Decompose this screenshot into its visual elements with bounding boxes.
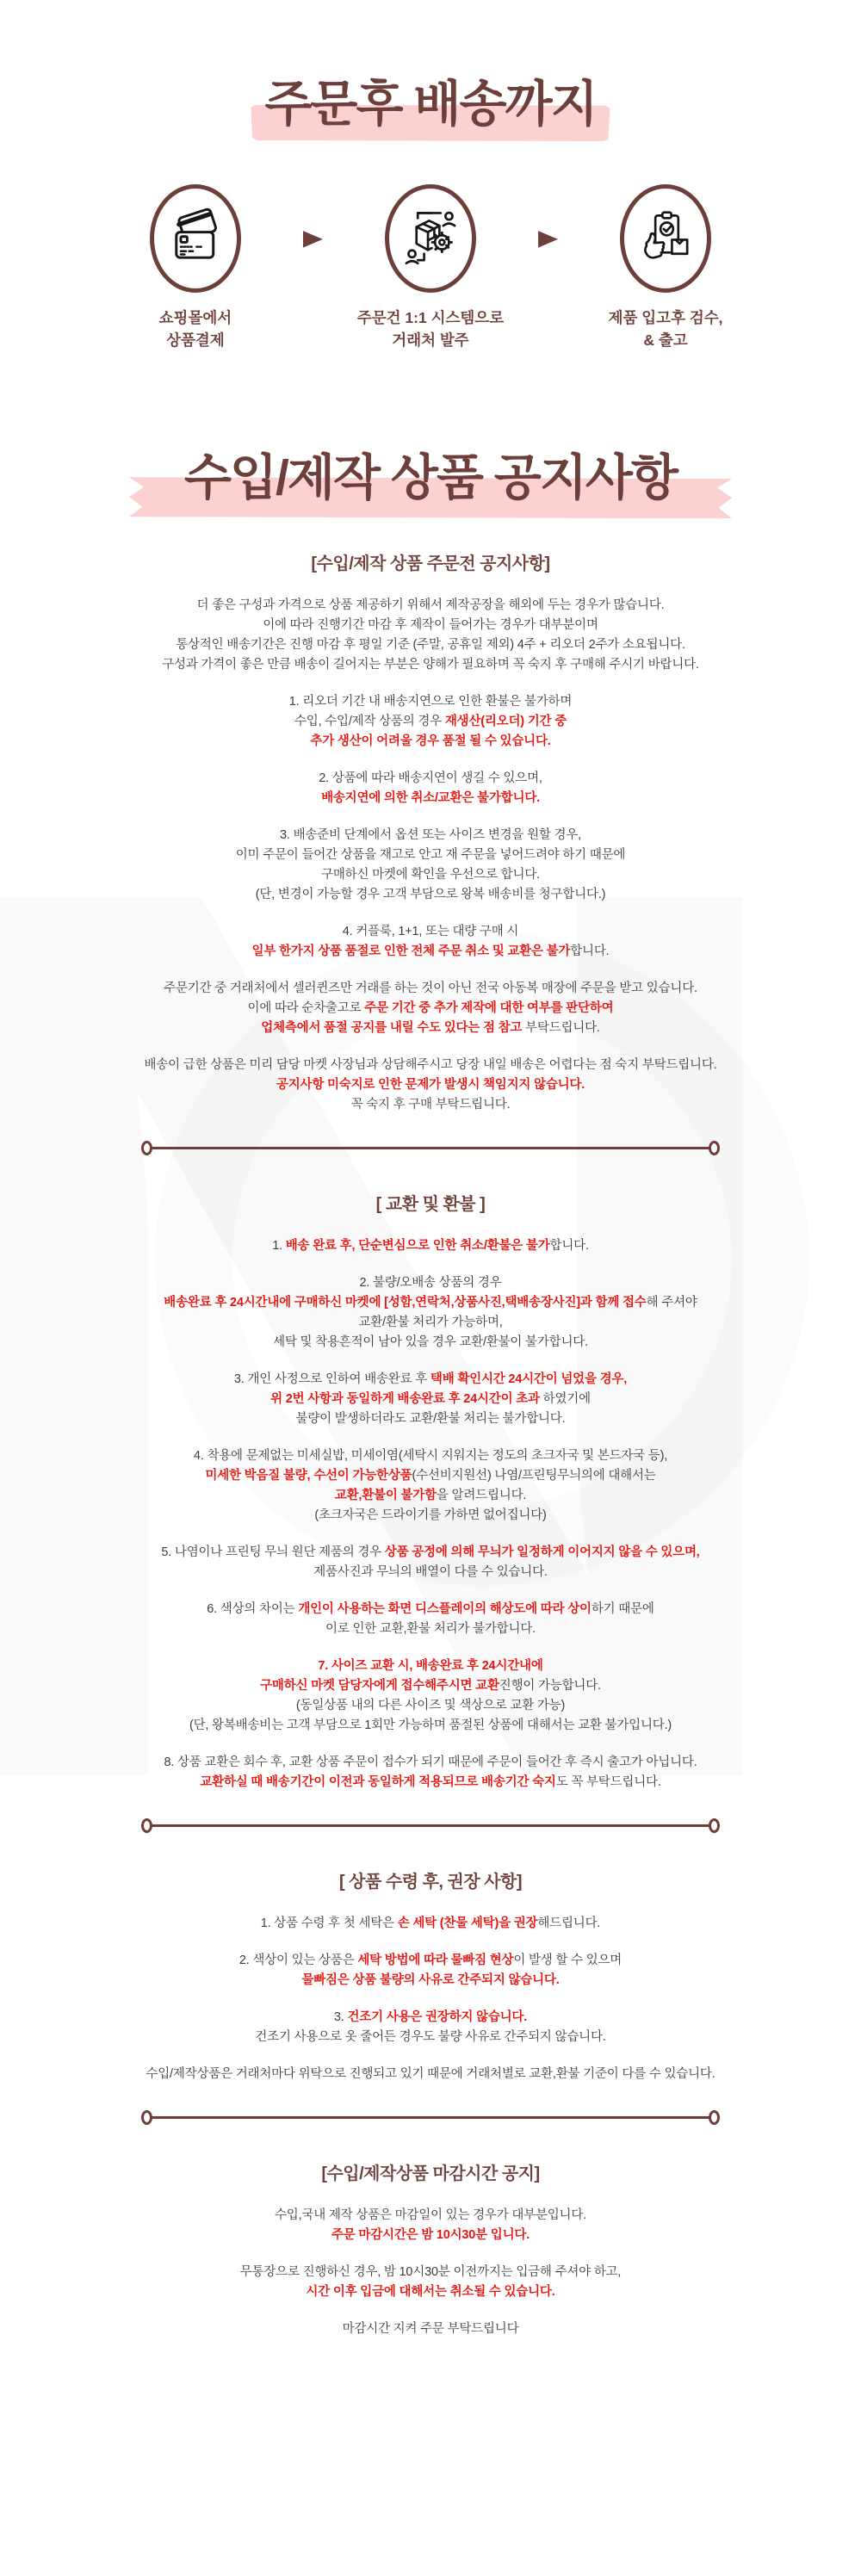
notice-paragraph xyxy=(0,1753,861,1793)
body-text: 무통장으로 진행하신 경우, 밤 10시30분 이전까지는 입금해 주셔야 하고, xyxy=(239,2265,622,2280)
notice-paragraph xyxy=(0,1370,861,1429)
emphasis-text: 추가 생산이 어려울 경우 품절 될 수 있습니다. xyxy=(310,734,551,749)
notice-paragraph xyxy=(0,596,861,675)
emphasis-text: 배송완료 후 24시간내에 구매하신 마켓에 [성함,연락처,상품사진,택배송장사진]과 함께 접수 xyxy=(164,1296,647,1310)
body-text: 2. 불량/오배송 상품의 경우 xyxy=(359,1276,502,1291)
body-text: 4. 커플룩, 1+1, 또는 대량 구매 시 xyxy=(342,925,519,939)
step-label-line: 상품결제 xyxy=(166,331,225,350)
body-text: 구매하신 마켓에 확인을 우선으로 합니다. xyxy=(321,868,540,882)
body-text: (단, 변경이 가능할 경우 고객 부담으로 왕복 배송비를 청구합니다.) xyxy=(255,888,606,902)
emphasis-text: 업체측에서 품절 공지를 내릴 수도 있다는 점 참고 xyxy=(261,1021,526,1036)
body-text: 해드립니다. xyxy=(537,1917,601,1931)
body-text: 5. 나염이나 프린팅 무늬 원단 제품의 경우 xyxy=(161,1545,385,1560)
notice-paragraph xyxy=(0,1273,861,1353)
notice-paragraph xyxy=(0,1914,861,1934)
body-text: 을 알려드립니다. xyxy=(436,1489,527,1503)
body-text: 부탁드립니다. xyxy=(525,1021,600,1036)
body-text: 3. 배송준비 단계에서 옵션 또는 사이즈 변경을 원할 경우, xyxy=(280,828,581,843)
section-divider xyxy=(141,1141,720,1155)
divider-line xyxy=(152,1824,709,1827)
emphasis-text: 배송지연에 의한 취소/교환은 불가합니다. xyxy=(321,791,540,806)
body-text: 이 발생 할 수 있으며 xyxy=(513,1954,623,1968)
body-text: 이에 따라 순차출고로 xyxy=(247,1001,365,1016)
body-text: 합니다. xyxy=(570,944,610,959)
notice-paragraph xyxy=(0,769,861,808)
process-steps xyxy=(0,184,861,352)
notice-paragraph xyxy=(0,1543,861,1582)
divider-ring-right xyxy=(709,2110,720,2125)
notice-title-section xyxy=(0,450,861,506)
emphasis-text: 교환하실 때 배송기간이 이전과 동일하게 적용되므로 배송기간 숙지 xyxy=(200,1775,556,1790)
emphasis-text: 시간 이후 입금에 대해서는 취소될 수 있습니다. xyxy=(306,2285,555,2300)
body-text: 진행이 가능합니다. xyxy=(499,1679,601,1694)
body-text: 8. 상품 교환은 회수 후, 교환 상품 주문이 접수가 되기 때문에 주문이 들어간 후 즉시 출고가 아닙니다. xyxy=(164,1756,697,1770)
section-heading: [수입/제작 상품 주문전 공지사항] xyxy=(311,554,550,574)
body-text: 4. 착용에 문제없는 미세실밥, 미세이염(세탁시 지워지는 정도의 초크자국 및 본드자국 등), xyxy=(193,1449,668,1464)
notice-section xyxy=(0,549,861,1115)
arrow-right-icon: ▶ xyxy=(538,226,559,251)
divider-ring-right xyxy=(709,1141,720,1155)
arrow-right-icon: ▶ xyxy=(302,226,323,251)
order-dispatch-icon xyxy=(399,207,462,270)
body-text: (수선비지원선) 나염/프린팅무늬의에 대해서는 xyxy=(412,1469,656,1483)
body-text: (단, 왕복배송비는 고객 부담으로 1회만 가능하며 품절된 상품에 대해서는 교환 불가입니다.) xyxy=(189,1718,672,1733)
notice-paragraph xyxy=(0,2065,861,2084)
section-heading: [ 상품 수령 후, 권장 사항] xyxy=(338,1873,523,1892)
step-label-line: 주문건 1:1 시스템으로 xyxy=(356,308,505,326)
body-text: 이에 따라 진행기간 마감 후 제작이 들어가는 경우가 대부분이며 xyxy=(263,618,598,633)
body-text: 6. 색상의 차이는 xyxy=(207,1602,299,1617)
step-label-line: 거래처 발주 xyxy=(392,331,469,350)
notice-paragraph xyxy=(0,1656,861,1736)
arrow-cell xyxy=(303,184,323,293)
step-label-line: 쇼핑몰에서 xyxy=(158,308,232,326)
emphasis-text: 주문 기간 중 추가 제작에 대한 여부를 판단하여 xyxy=(364,1001,614,1016)
notice-title: 수입/제작 상품 공지사항 xyxy=(183,450,678,506)
hero-section xyxy=(0,79,861,131)
body-text: (동일상품 내의 다른 사이즈 및 색상으로 교환 가능) xyxy=(295,1699,566,1713)
body-text: 3. xyxy=(333,2010,348,2025)
process-step-payment xyxy=(88,184,303,352)
notice-paragraph xyxy=(0,2319,861,2339)
body-text: 교환/환불 처리가 가능하며, xyxy=(358,1316,503,1330)
credit-card-icon xyxy=(164,207,227,270)
notice-section xyxy=(0,1867,861,2084)
notice-paragraph xyxy=(0,2263,861,2302)
body-text: 1. 상품 수령 후 첫 세탁은 xyxy=(260,1917,398,1931)
body-text: 마감시간 지켜 주문 부탁드립니다 xyxy=(342,2322,519,2337)
emphasis-text: 위 2번 사항과 동일하게 배송완료 후 24시간이 초과 xyxy=(270,1392,543,1407)
emphasis-text: 교환,환불이 불가함 xyxy=(334,1489,437,1503)
section-divider xyxy=(141,2110,720,2125)
body-text: 세탁 및 착용흔적이 남아 있을 경우 교환/환불이 불가합니다. xyxy=(273,1335,588,1350)
receive-inspect-icon xyxy=(634,207,697,270)
body-text: 2. 상품에 따라 배송지연이 생길 수 있으며, xyxy=(319,771,542,786)
step-circle xyxy=(150,184,241,293)
body-text: 수입, 수입/제작 상품의 경우 xyxy=(294,715,445,729)
body-text: 도 꼭 부탁드립니다. xyxy=(555,1775,661,1790)
body-text: 2. 색상이 있는 상품은 xyxy=(238,1954,358,1968)
body-text: 3. 개인 사정으로 인하여 배송완료 후 xyxy=(233,1372,430,1387)
step-circle xyxy=(620,184,711,293)
body-text: 수입/제작상품은 거래처마다 위탁으로 진행되고 있기 때문에 거래처별로 교환,환불 기준이 다를 수 있습니다. xyxy=(146,2067,715,2082)
emphasis-text: 세탁 방법에 따라 물빠짐 현상 xyxy=(357,1954,514,1968)
emphasis-text: 물빠짐은 상품 불량의 사유로 간주되지 않습니다. xyxy=(301,1973,560,1988)
notice-paragraph xyxy=(0,1951,861,1991)
step-label xyxy=(159,307,232,352)
body-text: 이로 인한 교환,환불 처리가 불가합니다. xyxy=(325,1622,536,1637)
body-text: 1. 리오더 기간 내 배송지연으로 인한 환불은 불가하며 xyxy=(288,695,573,709)
notice-section xyxy=(0,1190,861,1793)
notice-paragraph xyxy=(0,979,861,1038)
emphasis-text: 건조기 사용은 권장하지 않습니다. xyxy=(347,2010,528,2025)
notice-paragraph xyxy=(0,1600,861,1639)
notice-title-wrap xyxy=(145,450,716,506)
body-text: 더 좋은 구성과 가격으로 상품 제공하기 위해서 제작공장을 해외에 두는 경우가 많습니다. xyxy=(196,598,665,613)
section-divider xyxy=(141,1818,720,1833)
notice-paragraph xyxy=(0,692,861,752)
body-text: 구성과 가격이 좋은 만큼 배송이 길어지는 부분은 양해가 필요하며 꼭 숙지 후 구매해 주시기 바랍니다. xyxy=(162,658,699,672)
body-text: 건조기 사용으로 옷 줄어든 경우도 불량 사유로 간주되지 않습니다. xyxy=(255,2030,606,2045)
notice-paragraph xyxy=(0,922,861,962)
body-text: 이미 주문이 들어간 상품을 재고로 안고 재 주문을 넣어드려야 하기 때문에 xyxy=(235,848,626,863)
body-text: 주문기간 중 거래처에서 셀러퀸즈만 거래를 하는 것이 아닌 전국 아동복 매장에 주문을 받고 있습니다. xyxy=(164,981,697,996)
notice-section xyxy=(0,2159,861,2339)
notice-page xyxy=(0,79,861,2576)
body-text: 배송이 급한 상품은 미리 담당 마켓 사장님과 상담해주시고 당장 내일 배송은 어렵다는 점 숙지 부탁드립니다. xyxy=(144,1058,717,1073)
notice-body xyxy=(0,549,861,2339)
notice-paragraph xyxy=(0,1446,861,1526)
hero-title-wrap xyxy=(256,79,604,131)
process-step-inspection xyxy=(558,184,773,352)
emphasis-text: 배송 완료 후, 단순변심으로 인한 취소/환불은 불가 xyxy=(285,1239,550,1254)
notice-paragraph xyxy=(0,2008,861,2047)
notice-paragraph xyxy=(0,1236,861,1256)
body-text: 제품사진과 무늬의 배열이 다를 수 있습니다. xyxy=(313,1565,548,1580)
divider-ring-right xyxy=(709,1818,720,1833)
emphasis-text: 택배 확인시간 24시간이 넘었을 경우, xyxy=(430,1372,628,1387)
section-heading: [수입/제작상품 마감시간 공지] xyxy=(321,2164,540,2184)
body-text: 하였기에 xyxy=(542,1392,591,1407)
notice-paragraph xyxy=(0,2206,861,2245)
emphasis-text: 7. 사이즈 교환 시, 배송완료 후 24시간내에 xyxy=(318,1659,543,1674)
emphasis-text: 재생산(리오더) 기간 중 xyxy=(444,715,567,729)
step-circle xyxy=(385,184,476,293)
body-text: 꼭 숙지 후 구매 부탁드립니다. xyxy=(350,1098,511,1112)
emphasis-text: 구매하신 마켓 담당자에게 접수해주시면 교환 xyxy=(260,1679,499,1694)
step-label xyxy=(609,307,723,352)
notice-paragraph xyxy=(0,1056,861,1115)
page-title: 주문후 배송까지 xyxy=(264,77,597,132)
body-text: 통상적인 배송기간은 진행 마감 후 평일 기준 (주말, 공휴일 제외) 4주 + 리오더 2주가 소요됩니다. xyxy=(176,638,685,653)
body-text: 불량이 발생하더라도 교환/환불 처리는 불가합니다. xyxy=(295,1412,566,1427)
notice-paragraph xyxy=(0,826,861,905)
divider-line xyxy=(152,1147,709,1149)
emphasis-text: 일부 한가지 상품 품절로 인한 전체 주문 취소 및 교환은 불가 xyxy=(251,944,571,959)
body-text: 하기 때문에 xyxy=(591,1602,654,1617)
arrow-cell xyxy=(538,184,558,293)
body-text: (초크자국은 드라이기를 가하면 없어집니다) xyxy=(314,1508,547,1523)
emphasis-text: 공지사항 미숙지로 인한 문제가 발생시 책임지지 않습니다. xyxy=(276,1078,585,1093)
emphasis-text: 개인이 사용하는 화면 디스플레이의 해상도에 따라 상이 xyxy=(298,1602,592,1617)
body-text: 해 주셔야 xyxy=(646,1296,697,1310)
body-text: 1. xyxy=(272,1239,286,1254)
body-text: 수입,국내 제작 상품은 마감일이 있는 경우가 대부분입니다. xyxy=(275,2208,586,2223)
emphasis-text: 주문 마감시간은 밤 10시30분 입니다. xyxy=(331,2228,530,2243)
emphasis-text: 미세한 박음질 불량, 수선이 가능한상품 xyxy=(205,1469,412,1483)
emphasis-text: 손 세탁 (찬물 세탁)을 권장 xyxy=(397,1917,538,1931)
body-text: 합니다. xyxy=(549,1239,589,1254)
process-step-dispatch xyxy=(323,184,538,352)
step-label-line: 제품 입고후 검수, xyxy=(608,308,723,326)
divider-line xyxy=(152,2116,709,2119)
step-label xyxy=(357,307,504,352)
section-heading: [ 교환 및 환불 ] xyxy=(375,1195,486,1215)
step-label-line: & 출고 xyxy=(643,331,688,350)
emphasis-text: 상품 공정에 의해 무늬가 일정하게 이어지지 않을 수 있으며, xyxy=(384,1545,700,1560)
